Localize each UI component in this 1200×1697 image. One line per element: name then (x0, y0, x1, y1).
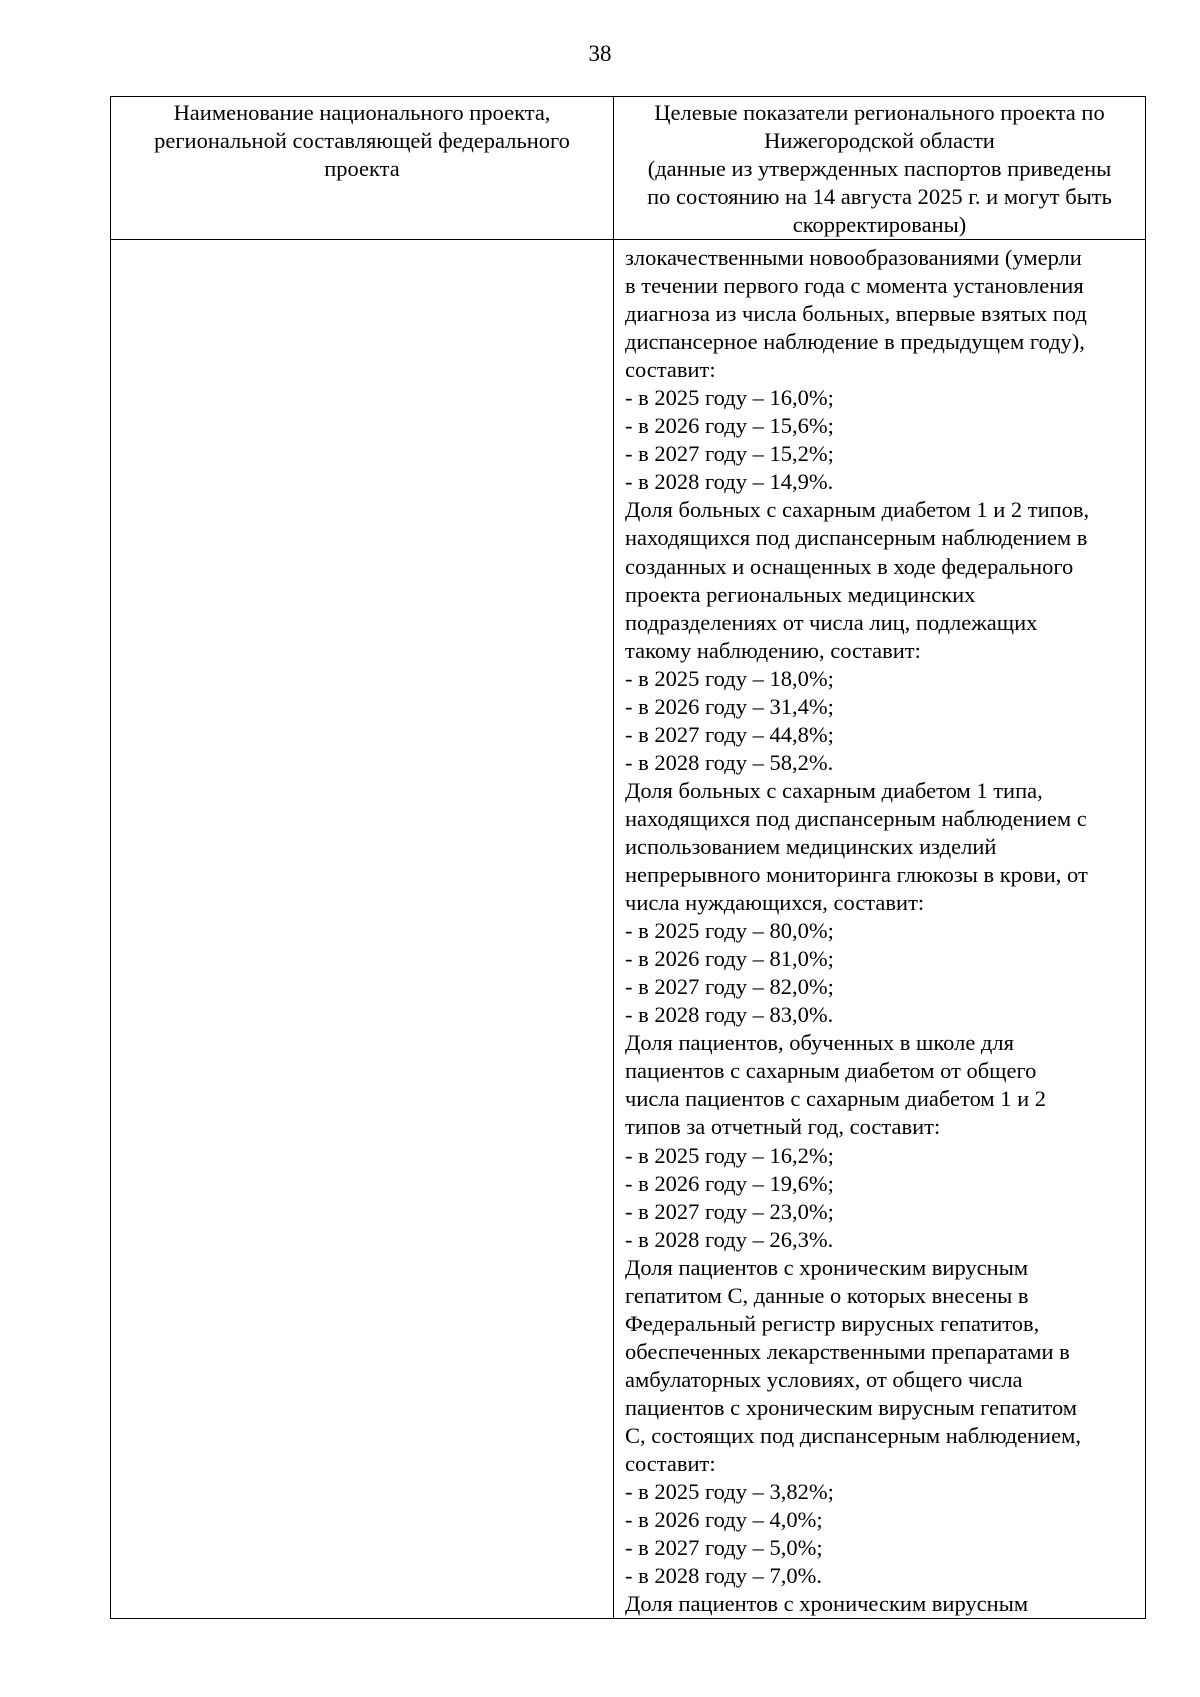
indicator-text-line: - в 2027 году – 82,0%; (625, 974, 834, 1000)
indicator-text-line: - в 2026 году – 81,0%; (625, 946, 834, 972)
indicator-text-line: диагноза из числа больных, впервые взятых под (625, 301, 1087, 327)
indicator-text-line: использованием медицинских изделий (625, 833, 997, 859)
indicator-text-line: подразделениях от числа лиц, подлежащих (625, 609, 1038, 635)
indicator-text-line: составит: (625, 357, 716, 383)
indicator-text-line: - в 2027 году – 15,2%; (625, 441, 834, 467)
page-number: 38 (588, 41, 612, 66)
indicator-text-line: - в 2026 году – 31,4%; (625, 693, 834, 719)
indicator-text-line: такому наблюдению, составит: (625, 637, 921, 663)
indicator-text-line: числа нуждающихся, составит: (625, 890, 925, 916)
indicator-text-line: обеспеченных лекарственными препаратами в (625, 1338, 1070, 1364)
indicator-text-line: пациентов с хроническим вирусным гепатитом (625, 1394, 1078, 1420)
indicator-text-line: числа пациентов с сахарным диабетом 1 и 2 (625, 1086, 1047, 1112)
indicators-table (110, 96, 1146, 1619)
indicator-text-line: Федеральный регистр вирусных гепатитов, (625, 1310, 1040, 1336)
indicator-text-line: Доля пациентов с хроническим вирусным (625, 1254, 1029, 1280)
indicator-text-line: - в 2025 году – 16,0%; (625, 385, 834, 411)
indicator-text-line: - в 2025 году – 18,0%; (625, 665, 834, 691)
indicator-text-line: Доля больных с сахарным диабетом 1 типа, (625, 777, 1043, 803)
body-cell-project-name (111, 240, 614, 1619)
table-header-row (111, 97, 1146, 240)
indicator-text-line: - в 2028 году – 58,2%. (625, 749, 834, 775)
indicator-text-line: - в 2025 году – 80,0%; (625, 918, 834, 944)
indicator-text-line: составит: (625, 1451, 716, 1477)
indicator-text-line: - в 2026 году – 15,6%; (625, 413, 834, 439)
indicator-text-line: - в 2028 году – 83,0%. (625, 1002, 834, 1028)
header-right-line: по состоянию на 14 августа 2025 г. и могут быть (647, 184, 1112, 209)
indicator-text-line: Доля пациентов, обученных в школе для (625, 1030, 1014, 1056)
header-cell-project-name (111, 97, 614, 240)
indicator-text-line: Доля больных с сахарным диабетом 1 и 2 типов, (625, 497, 1090, 523)
header-left-line: региональной составляющей федерального (154, 128, 570, 153)
indicator-text-line: Доля пациентов с хроническим вирусным (625, 1591, 1029, 1617)
indicator-text-line: - в 2027 году – 44,8%; (625, 721, 834, 747)
indicator-text-line: - в 2026 году – 4,0%; (625, 1507, 823, 1533)
header-left-line: проекта (324, 156, 400, 181)
indicator-text-block (625, 244, 1135, 1618)
table-body-row (111, 240, 1146, 1619)
indicator-text-line: в течении первого года с момента установления (625, 273, 1084, 299)
indicator-text-line: находящихся под диспансерным наблюдением с (625, 805, 1087, 831)
body-cell-target-indicators (614, 240, 1146, 1619)
header-right-line: Нижегородской области (764, 128, 995, 153)
indicator-text-line: С, состоящих под диспансерным наблюдением, (625, 1422, 1081, 1448)
indicator-text-line: - в 2028 году – 14,9%. (625, 469, 834, 495)
indicator-text-line: непрерывного мониторинга глюкозы в крови, от (625, 862, 1088, 888)
indicator-text-line: - в 2028 году – 7,0%. (625, 1563, 822, 1589)
header-cell-target-indicators (614, 97, 1146, 240)
indicator-text-line: - в 2028 году – 26,3%. (625, 1226, 834, 1252)
indicator-text-line: - в 2025 году – 3,82%; (625, 1479, 834, 1505)
indicator-text-line: злокачественными новообразованиями (умерли (625, 245, 1082, 270)
indicator-text-line: - в 2027 году – 5,0%; (625, 1535, 823, 1561)
indicator-text-line: пациентов с сахарным диабетом от общего (625, 1058, 1037, 1084)
indicator-text-line: диспансерное наблюдение в предыдущем году), (625, 329, 1085, 355)
indicator-text-line: - в 2025 году – 16,2%; (625, 1142, 834, 1168)
indicator-text-line: типов за отчетный год, составит: (625, 1114, 941, 1140)
indicator-text-line: проекта региональных медицинских (625, 581, 976, 607)
indicator-text-line: находящихся под диспансерным наблюдением в (625, 525, 1088, 551)
header-right-line: Целевые показатели регионального проекта по (654, 100, 1105, 125)
header-left-line: Наименование национального проекта, (173, 100, 551, 125)
header-right-line: (данные из утвержденных паспортов приведены (647, 156, 1112, 181)
indicator-text-line: - в 2026 году – 19,6%; (625, 1170, 834, 1196)
indicator-text-line: созданных и оснащенных в ходе федерального (625, 553, 1074, 579)
header-right-line: скорректированы) (792, 212, 967, 237)
indicator-text-line: гепатитом С, данные о которых внесены в (625, 1282, 1029, 1308)
indicator-text-line: - в 2027 году – 23,0%; (625, 1198, 834, 1224)
indicator-text-line: амбулаторных условиях, от общего числа (625, 1366, 1023, 1392)
